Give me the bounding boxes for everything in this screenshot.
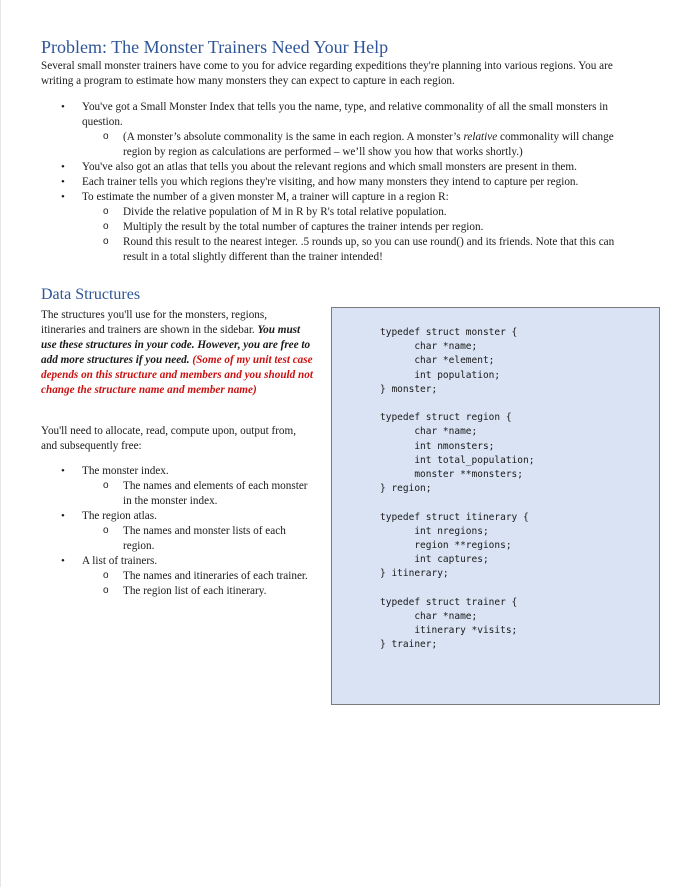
sub-list-item: o The region list of each itinerary. [82,584,313,599]
list-item: • A list of trainers. o The names and itineraries of each trainer. o The region list of each itinerary. [41,554,313,599]
list-item: • To estimate the number of a given monster M, a trainer will capture in a region R: o Divide the relative population of M in R by R's total relative population. o Multiply the result by the total number of captures the trainer intends per region. o Round this result to the nearest integer. .5 rounds up, so you can use round() and its friends. Note that this can result in a total slightly different than the trainer intended! [41,190,641,265]
problem-list [41,100,641,265]
list-item: • You've got a Small Monster Index that tells you the name, type, and relative commonality of all the small monsters in question. o (A monster’s absolute commonality is the same in each region. A monster’s relative commonality will change region by region as calculations are performed – we’ll show you how that works shortly.) [41,100,641,160]
list-item: • The region atlas. o The names and monster lists of each region. [41,509,313,554]
free-list [41,464,313,599]
sub-list-item: o The names and monster lists of each region. [82,524,313,554]
problem-intro: Several small monster trainers have come to you for advice regarding expeditions they're planning into various regions. You are writing a program to estimate how many monsters they can expect to capture in each region. [41,60,613,87]
list-item: • The monster index. o The names and elements of each monster in the monster index. [41,464,313,509]
data-structures-title: Data Structures [41,286,141,303]
sub-list-item: o Divide the relative population of M in R by R's total relative population. [82,205,641,220]
list-item: • You've also got an atlas that tells you about the relevant regions and which small monsters are present in them. [41,160,641,175]
sub-list-item: o Multiply the result by the total number of captures the trainer intends per region. [82,220,641,235]
problem-title: Problem: The Monster Trainers Need Your Help [41,37,389,57]
data-structures-need: You'll need to allocate, read, compute upon, output from, and subsequently free: [41,425,297,452]
struct-code-block: typedef struct monster { char *name; char *element; int population; } monster; typedef struct region { char *name; int nmonsters; int total_population; monster **monsters; } region; typedef struct itinerary { int nregions; region **regions; int captures; } itinerary; typedef struct trainer { char *name; itinerary *visits; } trainer; [380,327,535,651]
sub-list-item: o (A monster’s absolute commonality is the same in each region. A monster’s relative commonality will change region by region as calculations are performed – we’ll show you how that works shortly.) [82,130,641,160]
code-sidebar [331,307,660,705]
sub-list-item: o Round this result to the nearest integer. .5 rounds up, so you can use round() and its friends. Note that this can result in a total slightly different than the trainer intended! [82,235,641,265]
sub-list-item: o The names and itineraries of each trainer. [82,569,313,584]
sub-list-item: o The names and elements of each monster in the monster index. [82,479,313,509]
list-item: • Each trainer tells you which regions they're visiting, and how many monsters they intend to capture per region. [41,175,641,190]
data-structures-intro: The structures you'll use for the monsters, regions, itineraries and trainers are shown in the sidebar. You must use these structures in your code. However, you are free to add more structures if you need. (Some of my unit test case depends on this structure and members and you should not change the structure name and member name) [41,309,313,396]
page-edge [0,0,1,887]
